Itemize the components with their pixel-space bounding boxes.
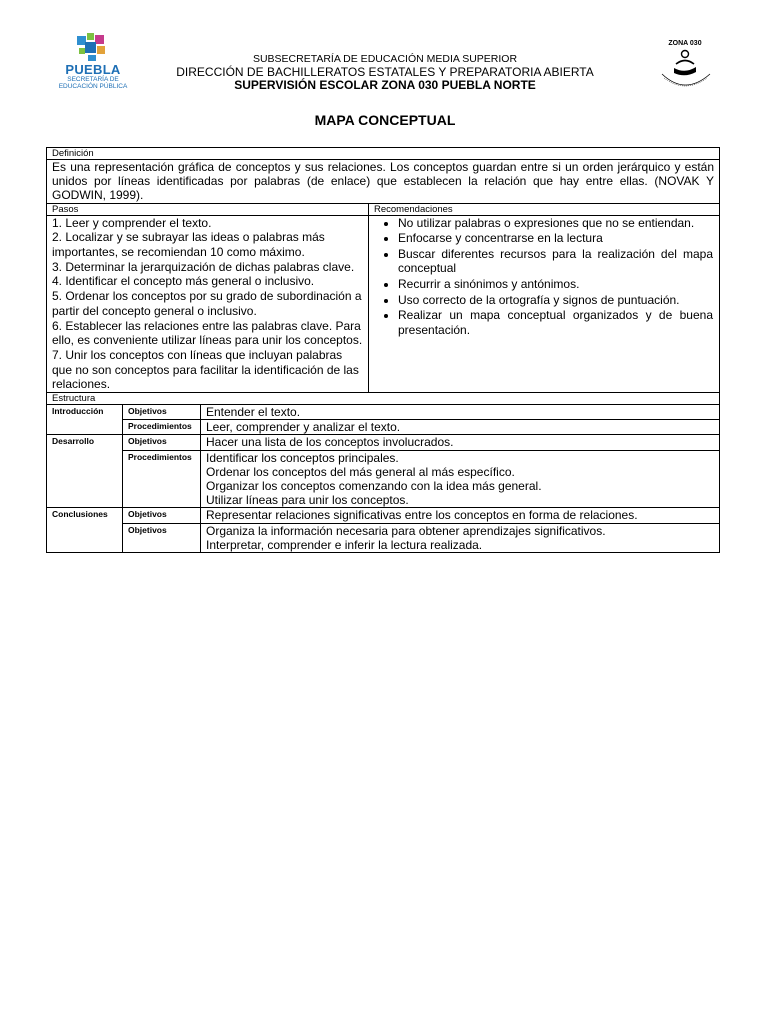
paso-item: 3. Determinar la jerarquización de dichas palabras clave.	[52, 259, 355, 274]
recomendacion-item: • Uso correcto de la ortografía y signos de puntuación.	[398, 293, 713, 307]
paso-item: 6. Establecer las relaciones entre las palabras clave. Para ello, es conveniente utilizar líneas para unir los conceptos.	[52, 318, 363, 348]
header-supervision: SUPERVISIÓN ESCOLAR ZONA 030 PUEBLA NORTE	[234, 78, 536, 92]
row-line: Utilizar líneas para unir los conceptos.	[206, 493, 409, 508]
header-direccion: DIRECCIÓN DE BACHILLERATOS ESTATALES Y PREPARATORIA ABIERTA	[176, 65, 594, 79]
puebla-sep-logo	[52, 32, 134, 96]
recomendacion-item: • Enfocarse y concentrarse en la lectura	[398, 231, 713, 245]
row-content	[201, 420, 720, 435]
section-introduccion: Introducción	[47, 405, 123, 435]
header-subsecretaria: SUBSECRETARÍA DE EDUCACIÓN MEDIA SUPERIOR	[252, 53, 518, 65]
recomendacion-item: • Realizar un mapa conceptual organizados y de buena presentación.	[398, 308, 713, 336]
row-line: Identificar los conceptos principales.	[206, 450, 399, 465]
puebla-logo-mark-icon	[75, 32, 111, 62]
section-conclusiones: Conclusiones	[47, 508, 123, 553]
row-line: Organizar los conceptos comenzando con la idea más general.	[206, 479, 542, 494]
concept-map-table	[46, 147, 720, 553]
estructura-heading: Estructura	[47, 393, 720, 405]
recomendacion-item: • No utilizar palabras o expresiones que no se entiendan.	[398, 216, 713, 230]
recomendaciones-heading: Recomendaciones	[369, 203, 720, 215]
definicion-text: Es una representación gráfica de conceptos y sus relaciones. Los conceptos guardan entre si un orden jerárquico y están unidos por líneas identificadas por palabras (de enlace) que establecen la relación que hay entre ellas. (NOVAK Y GODWIN, 1999).	[47, 160, 720, 204]
recomendacion-item: • Buscar diferentes recursos para la realización del mapa conceptual	[398, 247, 713, 275]
row-line: Representar relaciones significativas entre los conceptos en forma de relaciones.	[206, 508, 638, 523]
row-content	[201, 450, 720, 508]
pasos-heading: Pasos	[47, 203, 369, 215]
logo-sub-line-1: SECRETARÍA DE	[67, 76, 119, 83]
row-type-label: Procedimientos	[123, 450, 201, 508]
definicion-heading: Definición	[47, 148, 720, 160]
section-desarrollo: Desarrollo	[47, 435, 123, 508]
row-line: Leer, comprender y analizar el texto.	[206, 420, 401, 435]
row-type-label: Objetivos	[123, 508, 201, 523]
row-type-label: Procedimientos	[123, 420, 201, 435]
row-line: Ordenar los conceptos del más general al más específico.	[206, 464, 515, 479]
document-title: MAPA CONCEPTUAL	[314, 112, 456, 128]
logo-word: PUEBLA	[65, 62, 121, 77]
paso-item: 1. Leer y comprender el texto.	[52, 215, 212, 230]
zona-030-logo	[654, 34, 716, 92]
row-line: Entender el texto.	[206, 405, 301, 420]
row-type-label: Objetivos	[123, 405, 201, 420]
row-line: Hacer una lista de los conceptos involucrados.	[206, 435, 454, 450]
paso-item: 5. Ordenar los conceptos por su grado de subordinación a partir del concepto general o inclusivo.	[52, 289, 362, 318]
row-type-label: Objetivos	[123, 435, 201, 450]
logo-sub-line-2: EDUCACIÓN PÚBLICA	[58, 83, 128, 90]
pasos-list	[47, 215, 369, 392]
row-content	[201, 405, 720, 420]
recomendacion-item: • Recurrir a sinónimos y antónimos.	[398, 277, 713, 291]
recomendaciones-list	[369, 215, 720, 392]
paso-item: 4. Identificar el concepto más general o inclusivo.	[52, 274, 315, 289]
paso-item: 7. Unir los conceptos con líneas que incluyan palabras que no son conceptos para facilitar la identificación de las relaciones.	[52, 347, 359, 392]
row-content	[201, 435, 720, 450]
zona-030-seal-text: ZONA 030	[668, 40, 702, 47]
row-content	[201, 523, 720, 552]
paso-item: 2. Localizar y se subrayar las ideas o palabras más importantes, se recomiendan 10 como máximo.	[52, 230, 325, 260]
row-line: Organiza la información necesaria para obtener aprendizajes significativos.	[206, 523, 606, 538]
row-content	[201, 508, 720, 523]
row-line: Interpretar, comprender e inferir la lectura realizada.	[206, 537, 483, 552]
row-type-label: Objetivos	[123, 523, 201, 552]
zona-030-seal-icon	[654, 34, 716, 92]
